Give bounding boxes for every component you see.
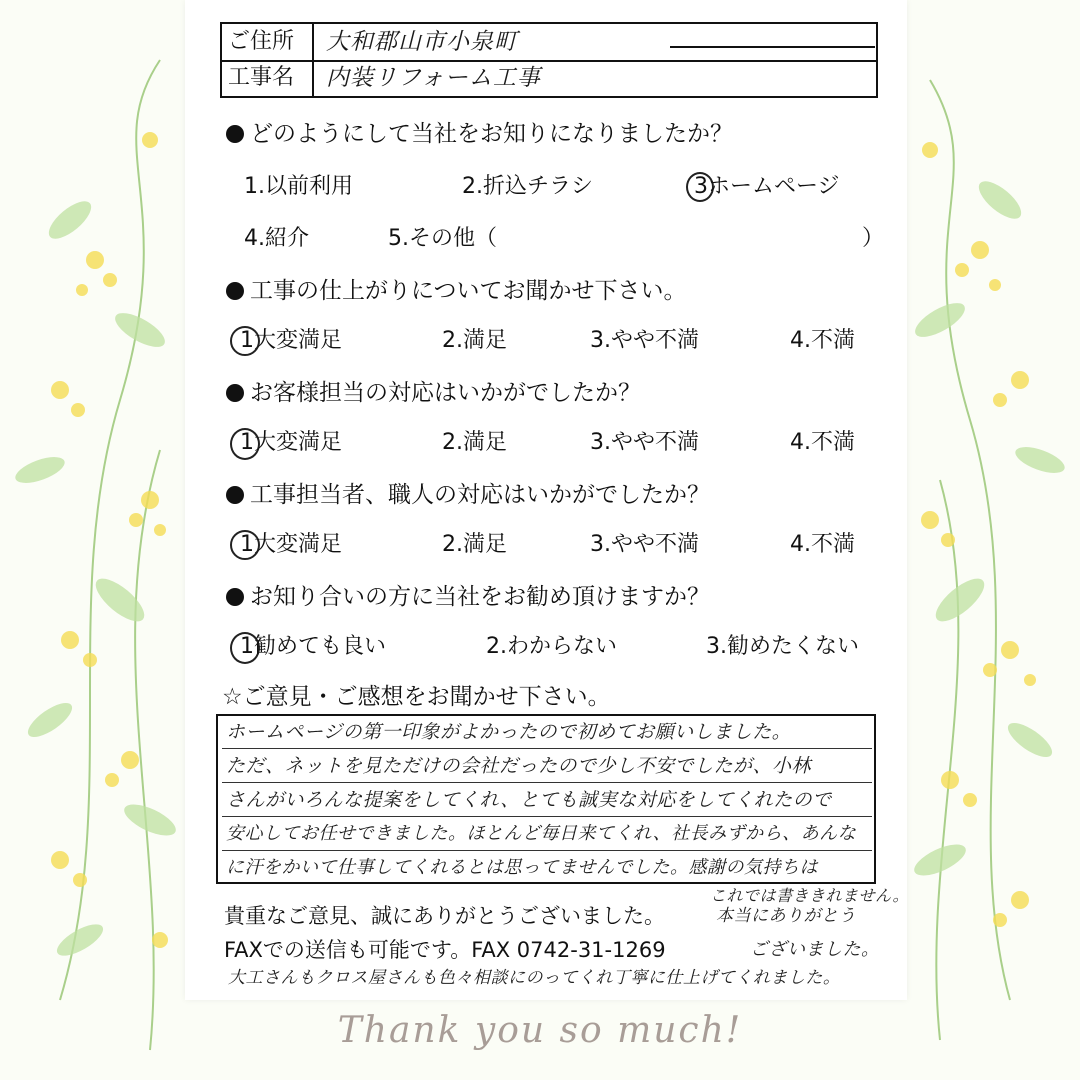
q5-option-2: 2.わからない (486, 634, 617, 659)
q4-option-3: 3.やや不満 (590, 532, 699, 557)
question-5 (226, 582, 710, 612)
comment-rule (222, 816, 872, 817)
q4-option-2: 2.満足 (442, 532, 507, 557)
work-value: 内装リフォーム工事 (326, 65, 541, 91)
bullet-icon (226, 384, 244, 402)
address-value: 大和郡山市小泉町 (326, 29, 518, 55)
question-1-text: どのようにして当社をお知りになりましたか？ (250, 121, 733, 147)
footer-fax: FAXでの送信も可能です。FAX 0742-31-1269 (224, 938, 666, 962)
thank-you-script: Thank you so much! (337, 1010, 743, 1051)
q5-option-3: 3.勧めたくない (706, 634, 859, 659)
q2-option-4: 4.不満 (790, 328, 855, 353)
question-4-text: 工事担当者、職人の対応はいかがでしたか？ (250, 482, 710, 508)
q3-option-3: 3.やや不満 (590, 430, 699, 455)
q1-option-5: 5.その他（ (388, 226, 497, 251)
bullet-icon (226, 125, 244, 143)
comment-line-1: ホームページの第一印象がよかったので初めてお願いしました。 (226, 721, 792, 743)
work-row (222, 60, 876, 96)
comment-overflow-1: これでは書ききれません。 (710, 886, 909, 905)
q4-option-4: 4.不満 (790, 532, 855, 557)
address-underline (670, 46, 875, 48)
question-5-text: お知り合いの方に当社をお勧め頂けますか？ (250, 584, 710, 610)
q4-option-1: 1大変満足 (240, 532, 342, 557)
comment-last-line: 大工さんもクロス屋さんも色々相談にのってくれ丁寧に仕上げてくれました。 (228, 968, 841, 988)
comment-overflow-2: 本当にありがとう (716, 906, 856, 926)
address-row (222, 24, 876, 62)
q5-option-1: 1勧めても良い (240, 634, 386, 659)
bullet-icon (226, 588, 244, 606)
question-4 (226, 480, 710, 510)
comment-rule (222, 850, 872, 851)
q1-option-4: 4.紹介 (244, 226, 309, 251)
comment-rule (222, 782, 872, 783)
comment-line-4: 安心してお任せできました。ほとんど毎日来てくれ、社長みずから、あんな (226, 823, 857, 844)
question-3 (226, 378, 641, 408)
comment-line-3: さんがいろんな提案をしてくれ、とても誠実な対応をしてくれたので (226, 789, 832, 811)
q3-option-1: 1大変満足 (240, 430, 342, 455)
address-label: ご住所 (222, 24, 314, 60)
bullet-icon (226, 486, 244, 504)
comment-line-5: に汗をかいて仕事してくれるとは思ってませんでした。感謝の気持ちは (226, 857, 818, 878)
bullet-icon (226, 282, 244, 300)
question-2 (226, 276, 687, 306)
q1-option-3: 3ホームページ (694, 174, 840, 199)
q2-option-1: 1大変満足 (240, 328, 342, 353)
q2-option-3: 3.やや不満 (590, 328, 699, 353)
question-3-text: お客様担当の対応はいかがでしたか？ (250, 380, 641, 406)
work-label: 工事名 (222, 60, 314, 96)
header-table (220, 22, 878, 98)
comment-line-2: ただ、ネットを見ただけの会社だったので少し不安でしたが、小林 (226, 755, 812, 777)
question-2-text: 工事の仕上がりについてお聞かせ下さい。 (250, 278, 687, 304)
q3-option-4: 4.不満 (790, 430, 855, 455)
q1-option-1: 1.以前利用 (244, 174, 353, 199)
comment-overflow-3: ございました。 (750, 939, 880, 960)
comment-rule (222, 748, 872, 749)
comment-heading: ☆ご意見・ご感想をお聞かせ下さい。 (222, 684, 611, 710)
footer-thanks: 貴重なご意見、誠にありがとうございました。 (224, 904, 665, 928)
q2-option-2: 2.満足 (442, 328, 507, 353)
question-1 (226, 119, 733, 149)
q3-option-2: 2.満足 (442, 430, 507, 455)
q1-option-5-close: ） (862, 226, 885, 251)
q1-option-2: 2.折込チラシ (462, 174, 593, 199)
